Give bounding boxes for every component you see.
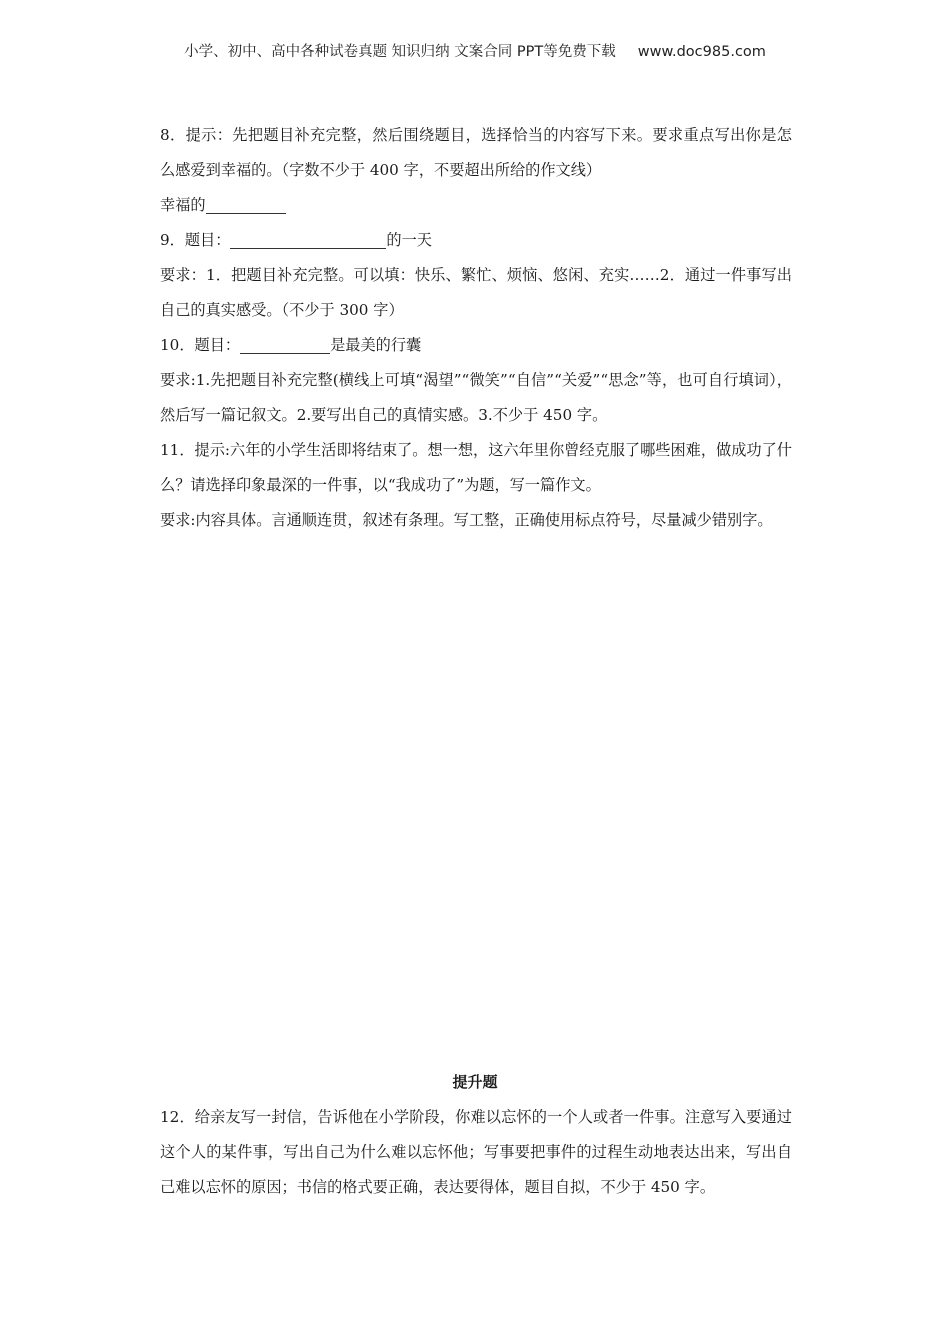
header-description: 小学、初中、高中各种试卷真题 知识归纳 文案合同 PPT等免费下载 <box>184 44 616 60</box>
question-11-requirements: 要求:内容具体。言通顺连贯，叙述有条理。写工整，正确使用标点符号，尽量减少错别字。 <box>160 511 773 529</box>
fill-blank <box>206 197 286 214</box>
question-9-requirements: 要求：1．把题目补充完整。可以填：快乐、繁忙、烦恼、悠闲、充实……2．通过一件事写出自己的真实感受。（不少于 300 字） <box>160 266 792 319</box>
question-10-suffix: 是最美的行囊 <box>330 336 422 354</box>
question-10-requirements: 要求:1.先把题目补充完整(横线上可填“渴望”“微笑”“自信”“关爱”“思念”等，也可自行填词），然后写一篇记叙文。2.要写出自己的真情实感。3.不少于 450 字。 <box>160 371 792 424</box>
page-header <box>0 40 950 61</box>
fill-blank <box>230 232 386 249</box>
exercise-list <box>160 118 792 538</box>
header-website: www.doc985.com <box>637 44 766 60</box>
question-9-prefix: 9．题目： <box>160 231 231 249</box>
question-9-title-line <box>160 223 792 258</box>
question-10-title-line <box>160 328 792 363</box>
question-9-suffix: 的一天 <box>386 231 432 249</box>
question-12: 12．给亲友写一封信，告诉他在小学阶段，你难以忘怀的一个人或者一件事。注意写入要通过这个人的某件事，写出自己为什么难以忘怀他；写事要把事件的过程生动地表达出来，写出自己难以忘怀的原因；书信的格式要正确，表达要得体，题目自拟，不少于 450 字。 <box>160 1108 792 1196</box>
advanced-exercise <box>160 1100 792 1205</box>
question-10-prefix: 10．题目： <box>160 336 241 354</box>
question-8-title-prefix: 幸福的 <box>160 196 206 214</box>
section-title: 提升题 <box>452 1073 498 1091</box>
question-8: 8．提示：先把题目补充完整，然后围绕题目，选择恰当的内容写下来。要求重点写出你是怎么感爱到幸福的。（字数不少于 400 字，不要超出所给的作文线） <box>160 126 792 179</box>
question-11: 11．提示:六年的小学生活即将结束了。想一想，这六年里你曾经克服了哪些困难，做成功了什么？请选择印象最深的一件事，以“我成功了”为题，写一篇作文。 <box>160 441 792 494</box>
fill-blank <box>240 337 330 354</box>
question-8-title-line <box>160 188 792 223</box>
